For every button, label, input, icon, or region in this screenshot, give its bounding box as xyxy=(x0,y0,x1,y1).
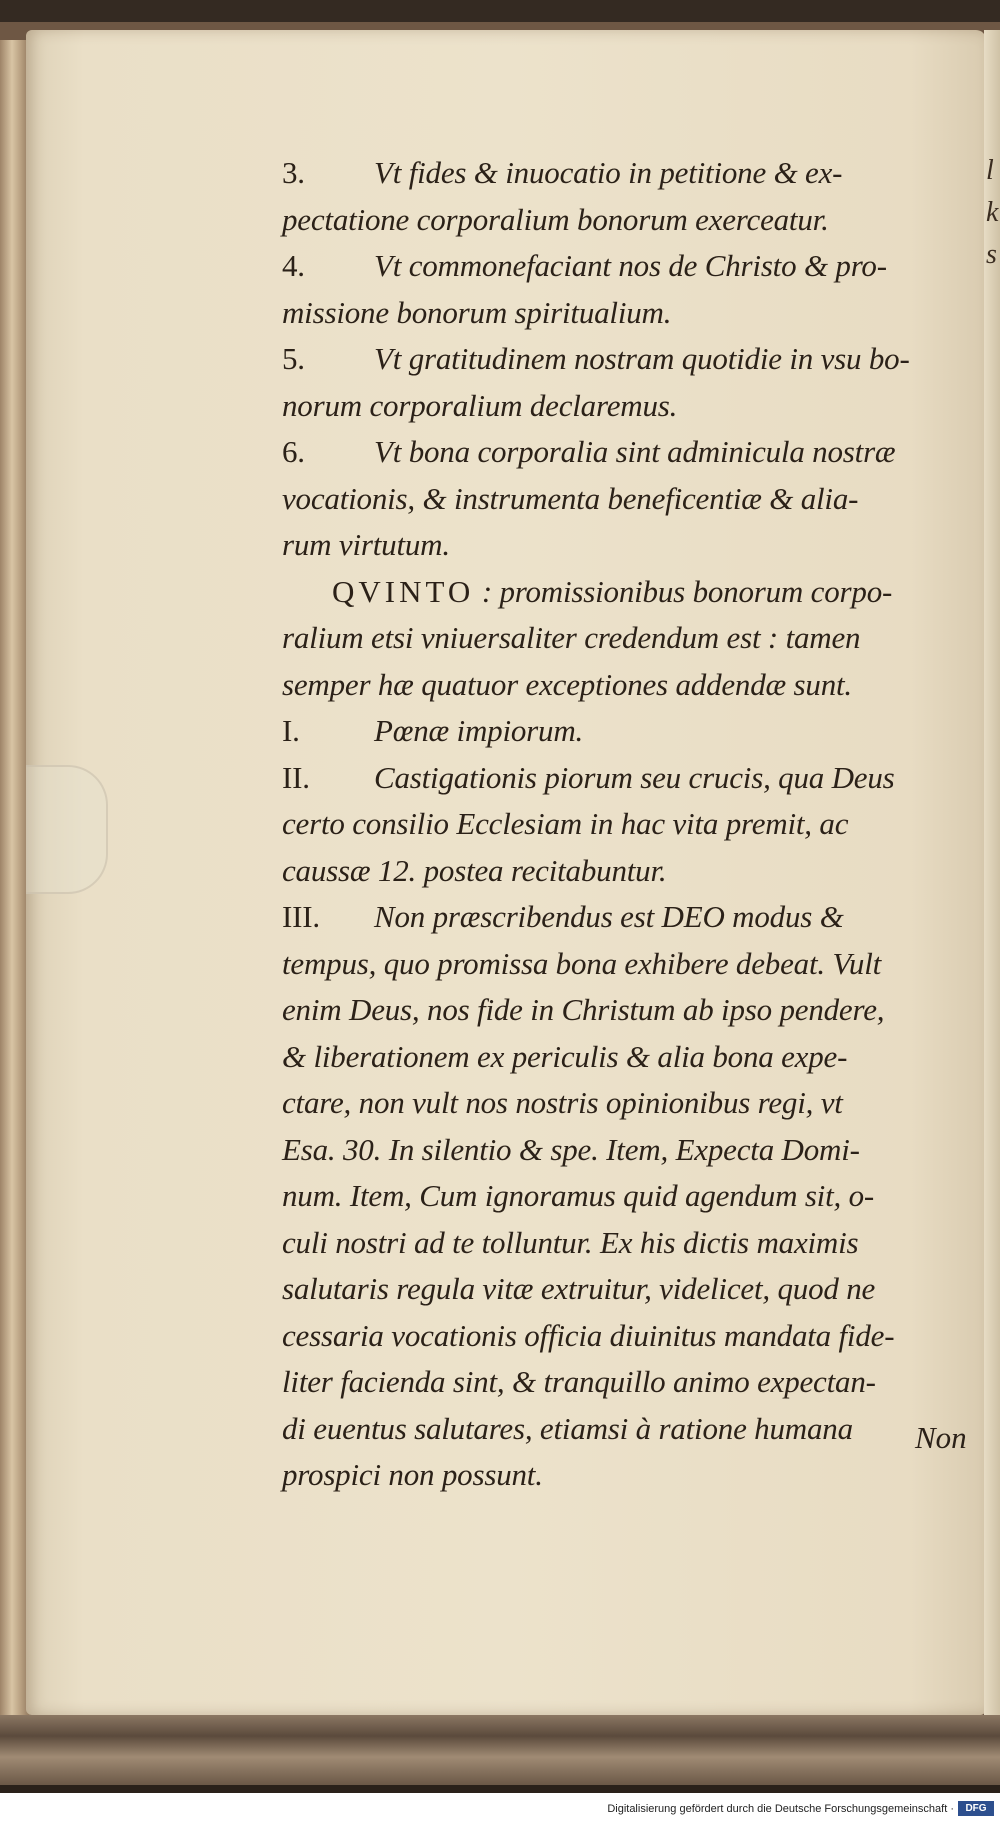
text-line xyxy=(282,987,982,1034)
line-text: tempus, quo promissa bona exhibere debeat. Vult xyxy=(282,945,882,981)
text-line xyxy=(282,336,982,383)
item-number: II. xyxy=(282,759,310,795)
text-line xyxy=(282,941,982,988)
text-line xyxy=(282,243,982,290)
line-text: enim Deus, nos fide in Christum ab ipso pendere, xyxy=(282,992,885,1027)
line-text: Pœnæ impiorum. xyxy=(374,713,584,748)
item-number: 5. xyxy=(282,341,305,376)
facing-page-edge xyxy=(984,30,1000,1715)
text-line xyxy=(282,1080,982,1127)
line-text: Castigationis piorum seu crucis, qua Deus xyxy=(374,759,895,795)
text-line xyxy=(282,197,982,244)
text-line xyxy=(282,1313,982,1360)
text-line xyxy=(282,476,982,523)
dfg-logo: DFG xyxy=(958,1801,994,1816)
text-line xyxy=(282,615,982,662)
text-line xyxy=(282,1406,982,1453)
line-text: liter facienda sint, & tranquillo animo expectan- xyxy=(282,1364,876,1399)
line-text: salutaris regula vitæ extruitur, videlicet, quod ne xyxy=(282,1271,876,1306)
text-line xyxy=(282,1220,982,1267)
line-text: Vt bona corporalia sint adminicula nostræ xyxy=(374,434,896,469)
text-line xyxy=(282,522,982,569)
text-line xyxy=(282,894,982,941)
text-line xyxy=(282,1034,982,1081)
text-line xyxy=(282,290,982,337)
text-line xyxy=(282,569,982,616)
line-text: pectatione corporalium bonorum exerceatur. xyxy=(282,201,829,237)
line-text: vocationis, & instrumenta beneficentiæ & alia- xyxy=(282,480,859,516)
footer-bar xyxy=(0,1793,1000,1825)
line-text: di euentus salutares, etiamsi à ratione humana xyxy=(282,1410,853,1446)
line-text: ctare, non vult nos nostris opinionibus regi, vt xyxy=(282,1085,843,1120)
line-text: caussæ 12. postea recitabuntur. xyxy=(282,852,667,888)
line-text: semper hæ quatuor exceptiones addendæ sunt. xyxy=(282,666,852,702)
line-text: : promissionibus bonorum corpo- xyxy=(481,573,893,609)
line-text: num. Item, Cum ignoramus quid agendum sit, o- xyxy=(282,1178,875,1213)
line-text: Vt fides & inuocatio in petitione & ex- xyxy=(374,155,843,190)
line-text: Vt gratitudinem nostram quotidie in vsu bo- xyxy=(374,341,910,376)
page-clip xyxy=(26,765,108,894)
line-text: Vt commonefaciant nos de Christo & pro- xyxy=(374,248,887,283)
item-number: 6. xyxy=(282,434,305,469)
line-text: missione bonorum spiritualium. xyxy=(282,294,672,330)
text-line xyxy=(282,1359,982,1406)
text-line xyxy=(282,801,982,848)
item-number: I. xyxy=(282,713,300,748)
line-text: cessaria vocationis officia diuinitus mandata fide- xyxy=(282,1317,895,1353)
item-number: 3. xyxy=(282,155,305,190)
line-text: culi nostri ad te tolluntur. Ex his dictis maximis xyxy=(282,1224,859,1260)
line-text: Non præscribendus est DEO modus & xyxy=(374,899,844,934)
text-line xyxy=(282,848,982,895)
text-line xyxy=(282,383,982,430)
text-line xyxy=(282,708,982,755)
catchword: Non xyxy=(915,1420,967,1455)
text-line xyxy=(282,1452,982,1499)
facing-page-glyphs: l k s xyxy=(986,155,999,270)
text-line xyxy=(282,755,982,802)
text-line xyxy=(282,662,982,709)
text-line xyxy=(282,1173,982,1220)
item-number: III. xyxy=(282,899,320,934)
book-bottom-edge xyxy=(0,1715,1000,1785)
footer-credit: Digitalisierung gefördert durch die Deutsche Forschungsgemeinschaft · xyxy=(607,1803,954,1815)
section-lead-word: QVINTO xyxy=(332,573,475,609)
item-number: 4. xyxy=(282,248,305,283)
line-text: & liberationem ex periculis & alia bona expe- xyxy=(282,1038,848,1074)
text-line xyxy=(282,1127,982,1174)
line-text: norum corporalium declaremus. xyxy=(282,387,678,423)
line-text: ralium etsi vniuersaliter credendum est : tamen xyxy=(282,620,861,655)
line-text: prospici non possunt. xyxy=(282,1457,543,1492)
line-text: Esa. 30. In silentio & spe. Item, Expecta Domi- xyxy=(282,1131,860,1167)
text-line xyxy=(282,429,982,476)
text-line xyxy=(282,1266,982,1313)
line-text: rum virtutum. xyxy=(282,527,450,562)
line-text: certo consilio Ecclesiam in hac vita premit, ac xyxy=(282,806,849,841)
text-line xyxy=(282,150,982,197)
page-text-block xyxy=(282,150,982,1499)
